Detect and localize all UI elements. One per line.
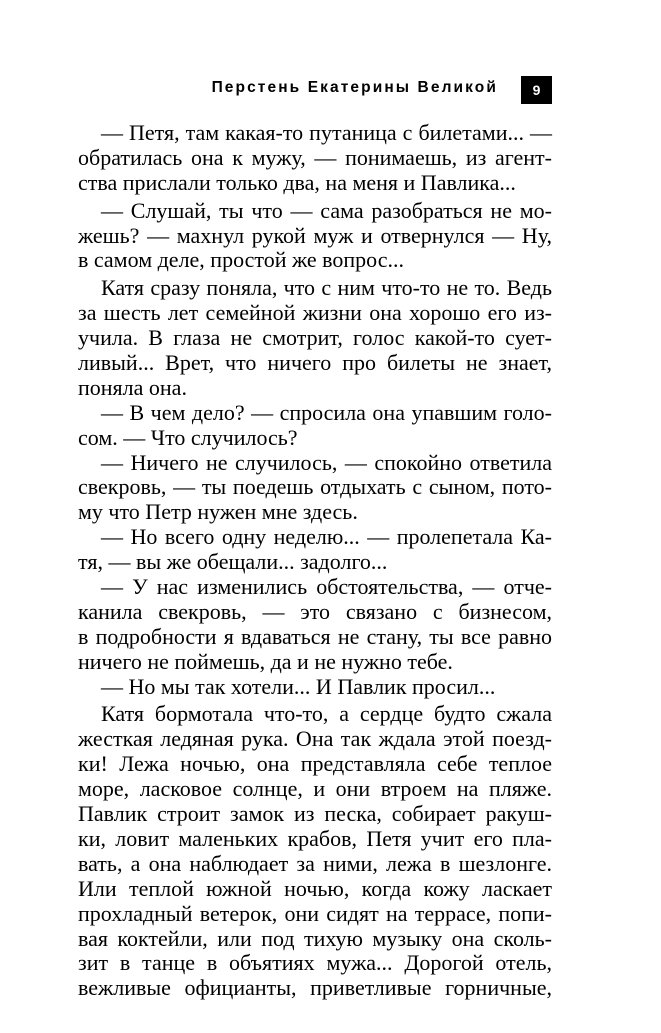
running-title: Перстень Екатерины Великой [211,79,498,96]
text-line: жешь? — махнул рукой муж и отвернулся — Ну, [78,222,552,248]
text-line: Катя сразу поняла, что с ним что-то не то. Ведь [101,275,552,301]
text-line: Павлик строит замок из песка, собирает ракуш- [78,801,552,827]
text-line: свекровь, — ты поедешь отдыхать с сыном, пото- [78,474,552,500]
text-line: обратилась она к мужу, — понимаешь, из агент- [78,144,552,170]
text-line: тя, — вы же обещали... задолго... [78,549,388,575]
text-line: учила. В глаза не смотрит, голос какой-то сует- [78,325,552,351]
text-line: в самом деле, простой же вопрос... [78,247,404,273]
text-line: вать, а она наблюдает за ними, лежа в шезлонге. [78,850,552,876]
text-line: сом. — Что случилось? [78,424,298,450]
text-line: канила свекровь, — это связано с бизнесом, [78,598,552,624]
page-number: 9 [521,76,552,104]
text-line: — Но всего одну неделю... — пролепетала Ка- [101,524,552,550]
text-line: за шесть лет семейной жизни она хорошо его из- [78,300,552,326]
text-line: море, ласковое солнце, и они втроем на пляже. [78,776,552,802]
text-line: вая коктейли, или под тихую музыку она сколь- [78,925,552,951]
text-line: му что Петр нужен мне здесь. [78,499,358,525]
text-line: вежливые официанты, приветливые горничные, [78,975,552,1001]
text-line: ливый... Врет, что ничего про билеты не знает, [78,350,552,376]
text-line: — Но мы так хотели... И Павлик просил... [101,673,496,699]
body-text [78,121,552,1001]
text-line: в подробности я вдаваться не стану, ты все равно [78,623,552,649]
text-line: ства прислали только два, на меня и Павлика... [78,169,516,195]
text-line: зит в танце в объятиях мужа... Дорогой отель, [78,950,552,976]
text-line: — Петя, там какая-то путаница с билетами... — [101,120,552,145]
text-line: ки! Лежа ночью, она представляла себе теплое [78,751,552,777]
text-line: Катя бормотала что-то, а сердце будто сжала [101,701,552,727]
text-line: Или теплой южной ночью, когда кожу ласкает [78,875,552,901]
text-line: — В чем дело? — спросила она упавшим голо- [101,399,552,425]
text-line: ки, ловит маленьких крабов, Петя учит его пла- [78,825,552,851]
text-line: — У нас изменились обстоятельства, — отче- [101,574,552,600]
text-line: ничего не поймешь, да и не нужно тебе. [78,648,453,674]
running-header [210,76,552,104]
text-line: жесткая ледяная рука. Она так ждала этой поезд- [78,726,552,752]
text-line: — Слушай, ты что — сама разобраться не мо- [101,197,552,223]
text-line: — Ничего не случилось, — спокойно ответила [101,449,552,475]
text-line: поняла она. [78,374,187,400]
text-line: прохладный ветерок, они сидят на террасе, попи- [78,900,552,926]
